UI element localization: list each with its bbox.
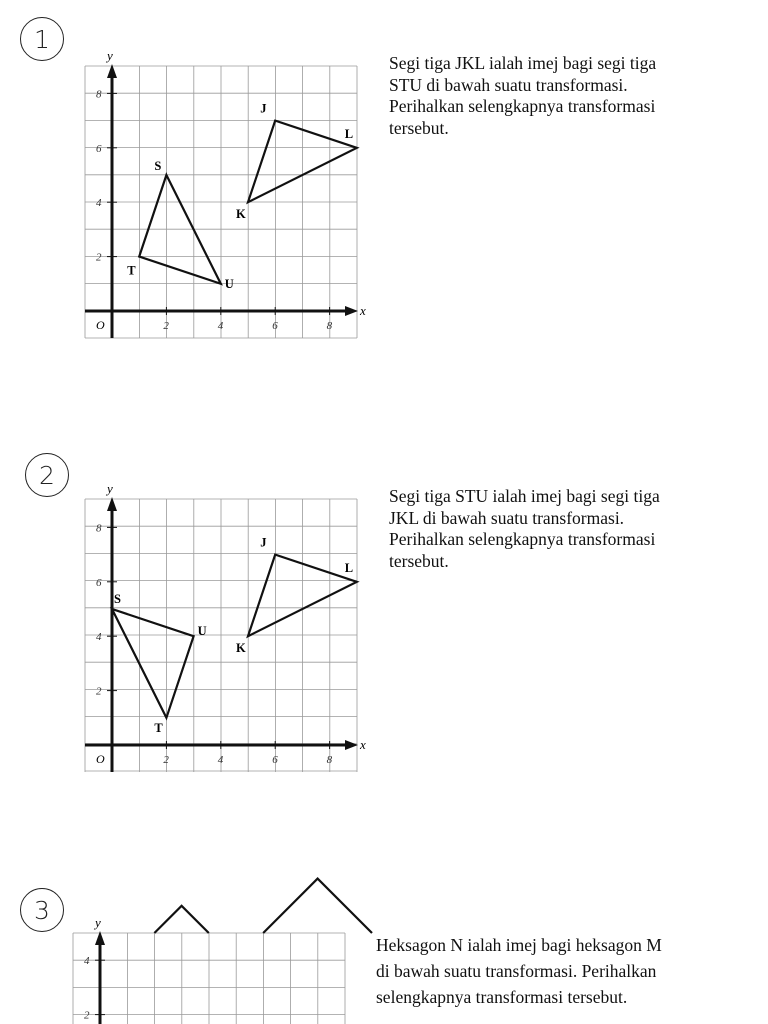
question-text-line: di bawah suatu transformasi. Perihalkan — [376, 961, 657, 981]
question-number-1: 1 — [20, 17, 64, 61]
vertex-label: T — [154, 720, 163, 735]
vertex-label: S — [154, 159, 162, 173]
x-axis-label: x — [360, 303, 366, 318]
question-text-line: Segi tiga STU ialah imej bagi segi tiga — [389, 486, 660, 506]
question-text-3 — [376, 932, 662, 1010]
coordinate-graph-3 — [68, 912, 368, 1024]
vertex-label: L — [344, 126, 354, 141]
question-text-line: Segi tiga JKL ialah imej bagi segi tiga — [389, 53, 657, 73]
question-text-1 — [389, 53, 656, 139]
y-tick-label: 6 — [96, 142, 102, 155]
vertex-label: L — [344, 560, 354, 575]
y-tick-label: 4 — [96, 631, 102, 644]
x-tick-label: 2 — [163, 320, 169, 332]
x-tick-label: 6 — [272, 754, 278, 766]
question-text-line: JKL di bawah suatu transformasi. — [389, 507, 625, 528]
y-tick-label: 4 — [84, 955, 90, 968]
question-text-2 — [389, 486, 660, 572]
origin-label: O — [96, 752, 105, 766]
vertex-label: U — [197, 624, 207, 639]
y-axis-label: y — [107, 481, 113, 496]
x-tick-label: 4 — [217, 754, 224, 766]
y-tick-label: 6 — [96, 576, 102, 589]
origin-label: O — [96, 318, 105, 332]
vertex-label: S — [114, 592, 121, 606]
vertex-label: J — [260, 101, 267, 116]
shape-stu — [112, 609, 194, 718]
question-text-line: Perihalkan selengkapnya transformasi — [389, 96, 656, 116]
x-tick-label: 8 — [326, 320, 333, 332]
x-axis-arrow — [345, 740, 358, 750]
x-tick-label: 2 — [163, 754, 169, 766]
y-tick-label: 2 — [96, 685, 102, 698]
question-text-line: Heksagon N ialah imej bagi heksagon M — [376, 935, 662, 955]
vertex-label: U — [224, 276, 234, 291]
coordinate-graph-2 — [80, 478, 380, 778]
x-axis-arrow — [345, 306, 358, 316]
shape-m — [154, 906, 208, 933]
question-text-line: tersebut. — [389, 550, 449, 571]
question-number-2: 2 — [25, 453, 69, 497]
x-tick-label: 6 — [272, 320, 278, 332]
shape-n — [263, 879, 372, 933]
vertex-label: K — [236, 641, 246, 656]
y-tick-label: 8 — [96, 88, 102, 101]
y-axis-label: y — [95, 915, 101, 930]
question-text-line: STU di bawah suatu transformasi. — [389, 74, 628, 95]
x-tick-label: 4 — [217, 320, 224, 332]
vertex-label: J — [260, 535, 267, 550]
question-number-3: 3 — [20, 888, 64, 932]
y-tick-label: 8 — [96, 522, 102, 535]
y-axis-label: y — [107, 48, 113, 63]
x-axis-label: x — [360, 737, 366, 752]
y-tick-label: 2 — [96, 251, 102, 264]
x-tick-label: 8 — [326, 754, 333, 766]
y-tick-label: 2 — [84, 1009, 90, 1022]
vertex-label: K — [236, 207, 246, 222]
question-text-line: selengkapnya transformasi tersebut. — [376, 987, 628, 1007]
coordinate-graph-1 — [80, 45, 380, 345]
question-text-line: Perihalkan selengkapnya transformasi — [389, 529, 656, 549]
y-tick-label: 4 — [96, 197, 102, 210]
question-text-line: tersebut. — [389, 117, 449, 138]
vertex-label: T — [127, 263, 136, 278]
